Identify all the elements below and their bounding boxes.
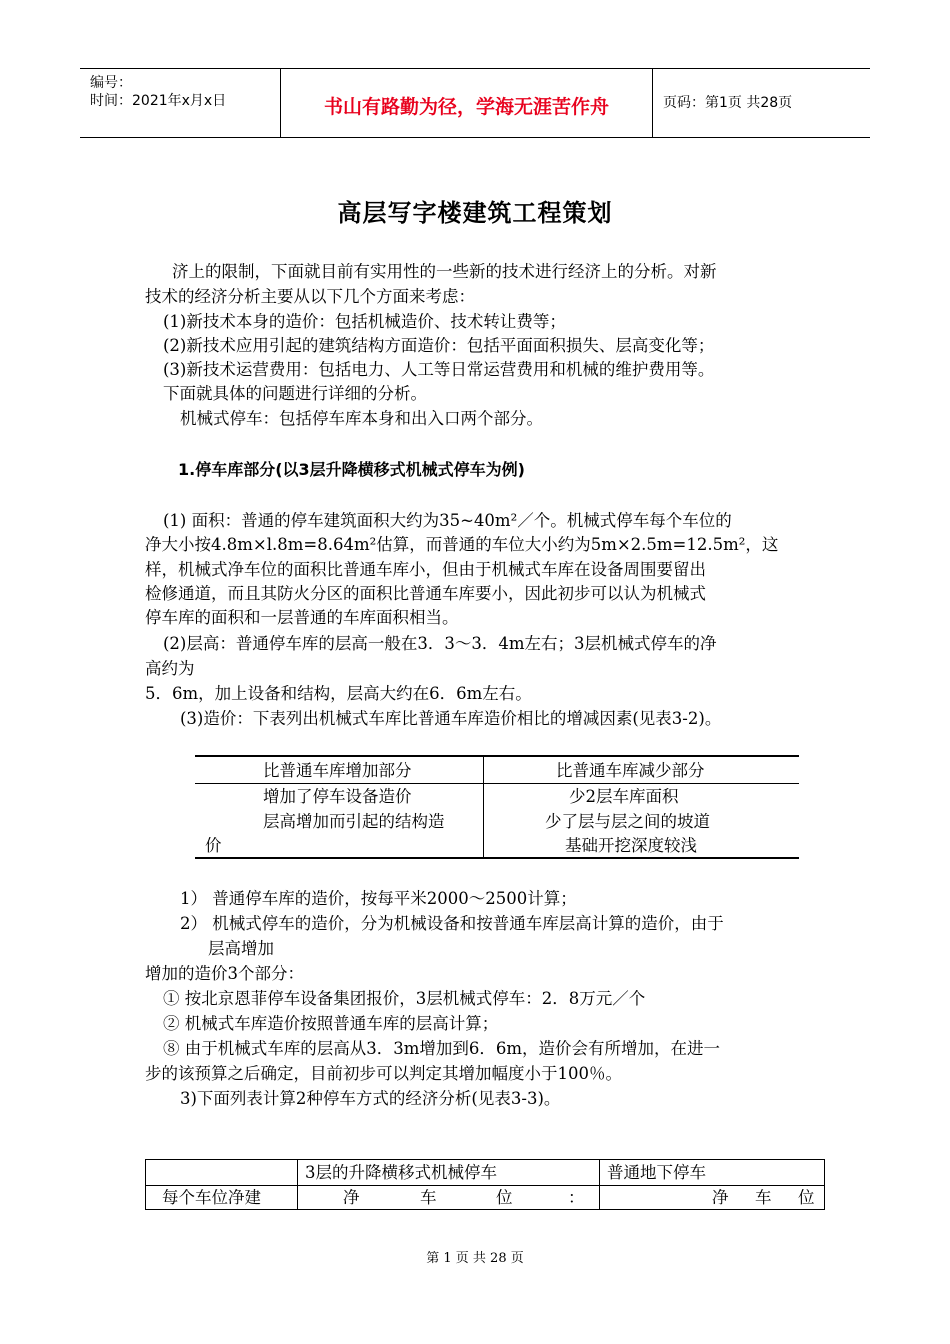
table-vrule [297,1159,298,1210]
page-label: 页码：第1页 共28页 [663,95,793,111]
table-cell: 层高增加而引起的结构造 [263,812,445,831]
table-cell: ： [568,1188,585,1207]
paragraph-line: (3)新技术运营费用：包括电力、人工等日常运营费用和机械的维护费用等。 [163,360,715,379]
paragraph-line: (2)新技术应用引起的建筑结构方面造价：包括平面面积损失、层高变化等； [163,336,715,355]
paragraph-line: (2)层高：普通停车库的层高一般在3．3～3．4m左右；3层机械式停车的净 [163,634,717,653]
paragraph-line: 技术的经济分析主要从以下几个方面来考虑： [145,287,475,306]
page-footer: 第 1 页 共 28 页 [426,1251,524,1266]
table-rule-bottom [195,857,799,859]
paragraph-line: 2） 机械式停车的造价，分为机械设备和按普通车库层高计算的造价，由于 [180,914,724,933]
header-info-cell [80,69,281,137]
paragraph-line: 5．6m，加上设备和结构，层高大约在6．6m左右。 [145,684,532,703]
number-label: 编号： [90,75,132,91]
paragraph-line: (1)新技术本身的造价：包括机械造价、技术转让费等； [163,312,566,331]
table-cell: 每个车位净建 [162,1188,261,1207]
table-vrule [145,1159,146,1210]
table-cell: 少2层车库面积 [569,787,679,806]
paragraph-line: 检修通道，而且其防火分区的面积比普通车库要小，因此初步可以认为机械式 [145,584,706,603]
table-vrule [599,1159,600,1210]
paragraph-line: 机械式停车：包括停车库本身和出入口两个部分。 [180,409,543,428]
table-header-cell: 3层的升降横移式机械停车 [305,1163,497,1182]
table-rule-top [195,755,799,757]
header-page-cell [653,69,870,137]
paragraph-line: 3)下面列表计算2种停车方式的经济分析(见表3-3)。 [180,1089,561,1108]
document-title: 高层写字楼建筑工程策划 [337,199,613,227]
table-cell: 净 [712,1188,729,1207]
paragraph-line: (3)造价：下表列出机械式车库比普通车库造价相比的增减因素(见表3-2)。 [180,709,722,728]
table-cell: 少了层与层之间的坡道 [545,812,710,831]
paragraph-line: 停车库的面积和一层普通的车库面积相当。 [145,608,459,627]
table-header-cell: 普通地下停车 [607,1163,706,1182]
paragraph-line: 净大小按4.8m×l.8m=8.64m²估算，而普通的车位大小约为5m×2.5m=12.5m²，这 [145,535,779,554]
table-cell: 车 [420,1188,437,1207]
table-vrule [824,1159,825,1210]
motto-text: 书山有路勤为径，学海无涯苦作舟 [323,96,609,118]
paragraph-line: 增加的造价3个部分： [145,964,304,983]
paragraph-line: 高约为 [145,659,195,678]
paragraph-line: ⑧ 由于机械式车库的层高从3．3m增加到6．6m，造价会有所增加，在进一 [163,1039,721,1058]
paragraph-line: 层高增加 [208,939,274,958]
table-divider [483,757,484,857]
paragraph-line: 步的该预算之后确定，目前初步可以判定其增加幅度小于100％。 [145,1064,622,1083]
paragraph-line: ② 机械式车库造价按照普通车库的层高计算； [163,1014,499,1033]
time-label: 时间：2021年x月x日 [90,93,227,109]
paragraph-line: 样，机械式净车位的面积比普通车库小，但由于机械式车库在设备周围要留出 [145,560,706,579]
table-cell: 位 [798,1188,815,1207]
paragraph-line: 下面就具体的问题进行详细的分析。 [163,384,427,403]
paragraph-line: 1） 普通停车库的造价，按每平米2000～2500计算； [180,889,577,908]
table-header-cell: 比普通车库增加部分 [263,761,412,780]
paragraph-line: (1) 面积：普通的停车建筑面积大约为35~40m²／个。机械式停车每个车位的 [163,511,732,530]
paragraph-line: ① 按北京恩菲停车设备集团报价，3层机械式停车：2．8万元／个 [163,989,646,1008]
table-cell: 增加了停车设备造价 [263,787,412,806]
table-cell: 价 [205,836,222,855]
table-cell: 车 [755,1188,772,1207]
table-header-cell: 比普通车库减少部分 [556,761,705,780]
table-cell: 位 [496,1188,513,1207]
document-header [80,68,870,138]
table-cell: 净 [343,1188,360,1207]
header-motto-cell [281,69,653,137]
section-heading: 1.停车库部分(以3层升降横移式机械式停车为例) [178,460,525,479]
table-cell: 基础开挖深度较浅 [565,836,697,855]
paragraph-line: 济上的限制，下面就目前有实用性的一些新的技术进行经济上的分析。对新 [172,262,717,281]
